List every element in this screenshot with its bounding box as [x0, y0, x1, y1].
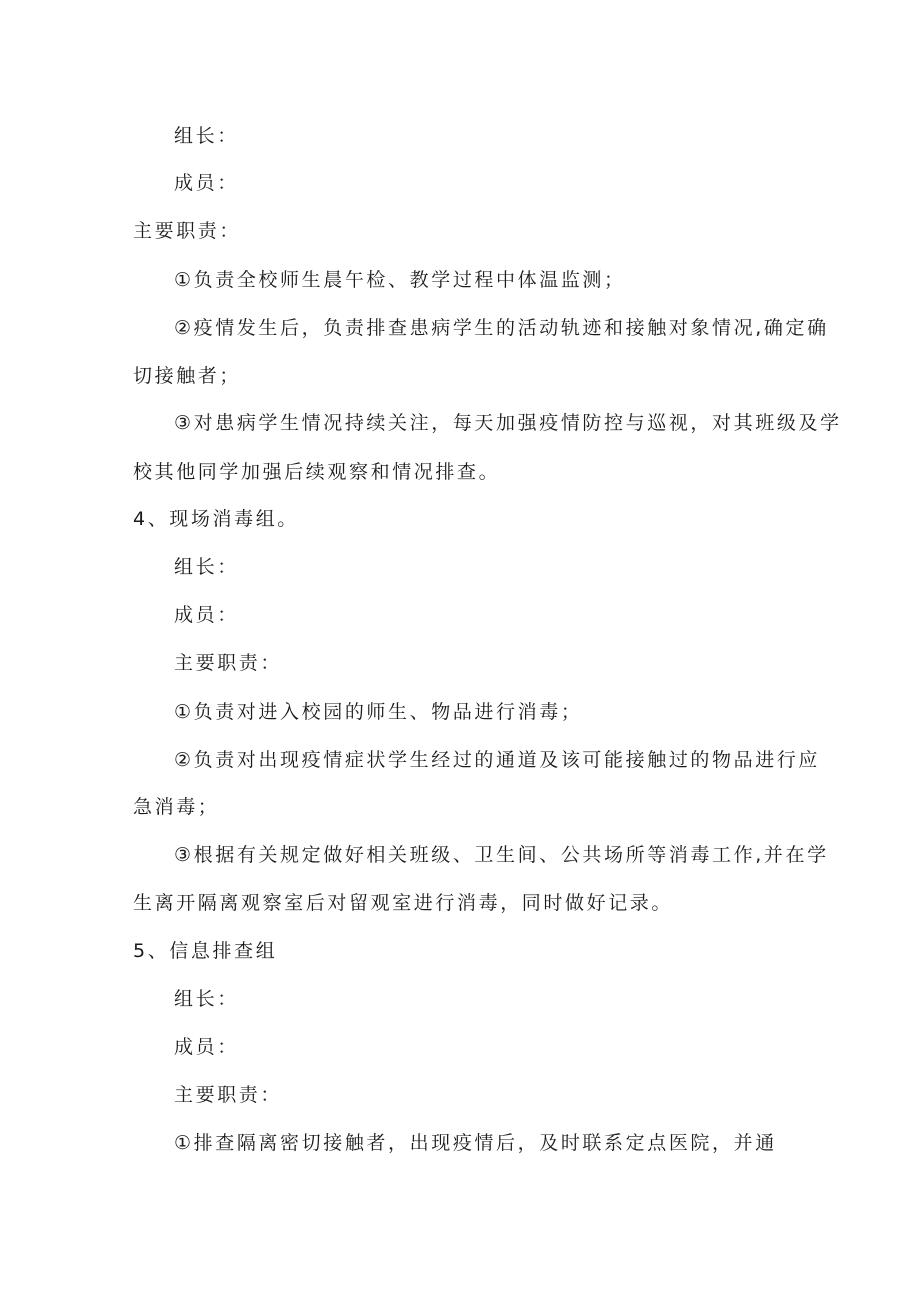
group4-duties-title: 主要职责： — [174, 652, 283, 674]
group3-duty2-line1: ②疫情发生后，负责排查患病学生的活动轨迹和接触对象情况,确定确 — [174, 317, 829, 339]
group4-members: 成员： — [174, 604, 239, 626]
group4-heading: 4、现场消毒组。 — [133, 508, 299, 530]
group3-duty3-line1: ③对患病学生情况持续关注，每天加强疫情防控与巡视，对其班级及学 — [174, 412, 842, 434]
group4-duty2-line2: 急消毒； — [133, 796, 220, 818]
group5-leader: 组长： — [174, 988, 239, 1010]
group4-duty1: ①负责对进入校园的师生、物品进行消毒； — [174, 701, 583, 723]
group3-duties-title: 主要职责： — [133, 220, 242, 242]
group5-members: 成员： — [174, 1036, 239, 1058]
group5-heading: 5、信息排查组 — [133, 940, 278, 962]
group3-duty2-line2: 切接触者； — [133, 365, 242, 387]
group4-duty3-line1: ③根据有关规定做好相关班级、卫生间、公共场所等消毒工作,并在学 — [174, 844, 829, 866]
group4-leader: 组长： — [174, 556, 239, 578]
group4-duty2-line1: ②负责对出现疫情症状学生经过的通道及该可能接触过的物品进行应 — [174, 749, 821, 771]
group5-duties-title: 主要职责： — [174, 1084, 283, 1106]
group3-duty3-line2: 校其他同学加强后续观察和情况排查。 — [133, 461, 501, 483]
group3-leader: 组长： — [174, 125, 239, 147]
group4-duty3-line2: 生离开隔离观察室后对留观室进行消毒，同时做好记录。 — [133, 892, 674, 914]
group5-duty1: ①排查隔离密切接触者，出现疫情后，及时联系定点医院，并通 — [174, 1132, 777, 1154]
group3-members: 成员： — [174, 172, 239, 194]
group3-duty1: ①负责全校师生晨午检、教学过程中体温监测； — [174, 269, 626, 291]
